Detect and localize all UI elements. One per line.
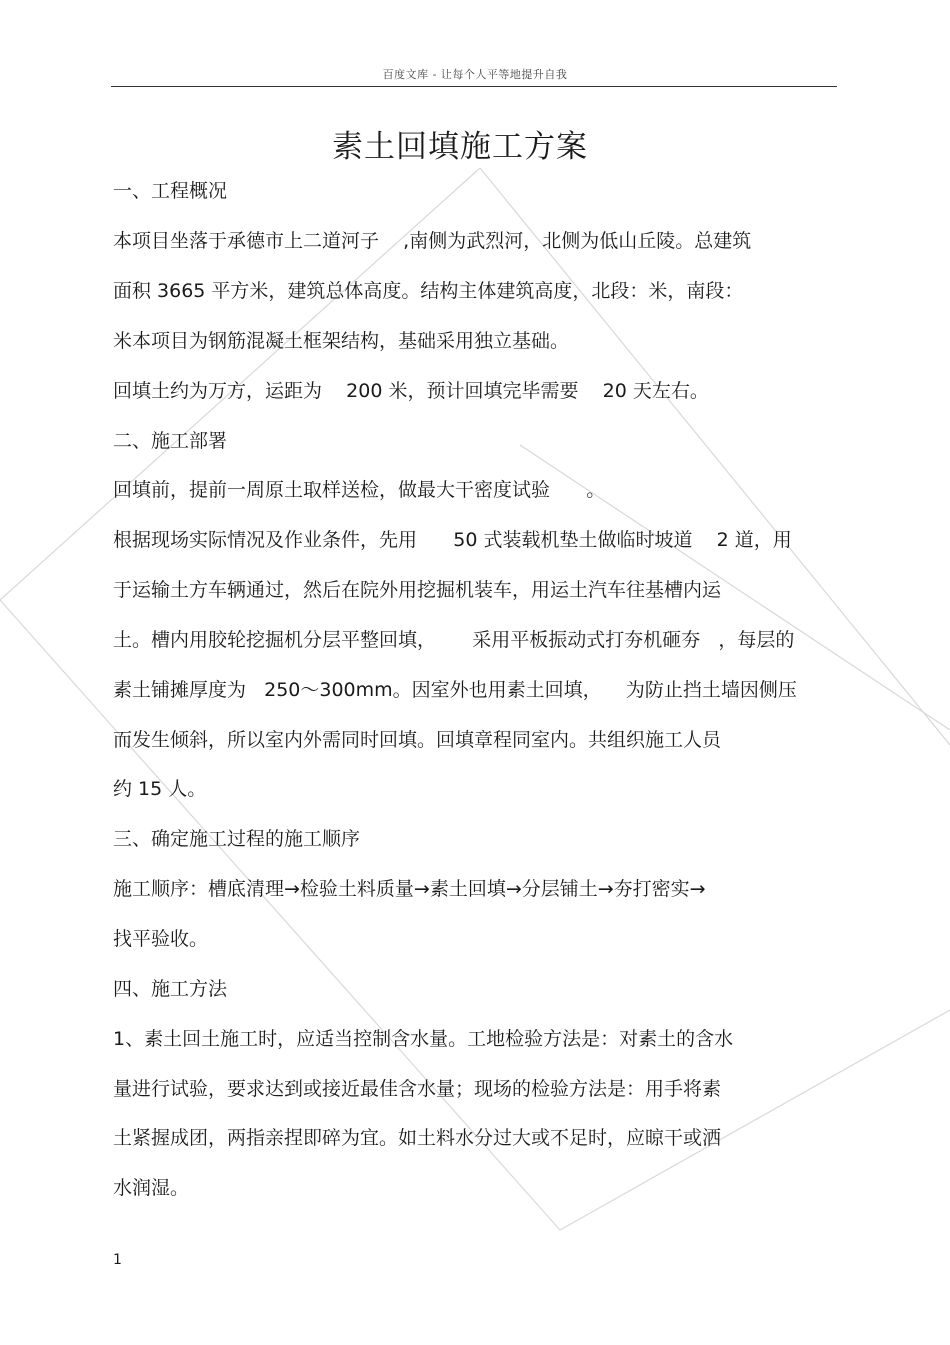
paragraph-line: 约 15 人。 [113,778,207,800]
paragraph-line: 面积 3665 平方米，建筑总体高度。结构主体建筑高度，北段：米，南段： [113,280,744,302]
page-number: 1 [113,1252,122,1268]
paragraph-line: 本项目坐落于承德市上二道河子 ,南侧为武烈河，北侧为低山丘陵。总建筑 [113,230,752,252]
paragraph-line: 量进行试验，要求达到或接近最佳含水量；现场的检验方法是：用手将素 [113,1078,722,1100]
document-title: 素土回填施工方案 [332,129,588,165]
section-heading-2: 二、施工部署 [113,430,228,452]
paragraph-line: 找平验收。 [113,928,209,950]
paragraph-line: 土紧握成团，两指亲捏即碎为宜。如土料水分过大或不足时，应晾干或洒 [113,1127,722,1149]
paragraph-line: 于运输土方车辆通过，然后在院外用挖掘机装车，用运土汽车往基槽内运 [113,579,722,601]
paragraph-line: 1、素土回土施工时，应适当控制含水量。工地检验方法是：对素土的含水 [113,1028,734,1050]
paragraph-line: 土。槽内用胶轮挖掘机分层平整回填， 采用平板振动式打夯机砸夯 ，每层的 [113,629,795,651]
paragraph-line: 施工顺序：槽底清理→检验土料质量→素土回填→分层铺土→夯打密实→ [113,878,706,900]
section-heading-1: 一、工程概况 [113,180,228,202]
paragraph-line: 根据现场实际情况及作业条件，先用 50 式装载机垫土做临时坡道 2 道，用 [113,529,792,551]
header-divider [111,86,837,87]
paragraph-line: 而发生倾斜，所以室内外需同时回填。回填章程同室内。共组织施工人员 [113,729,722,751]
page-header: 百度文库 - 让每个人平等地提升自我 [382,68,568,81]
paragraph-line: 素土铺摊厚度为 250～300mm。因室外也用素土回填， 为防止挡土墙因侧压 [113,679,797,701]
paragraph-line: 米本项目为钢筋混凝土框架结构，基础采用独立基础。 [113,330,570,352]
section-heading-3: 三、确定施工过程的施工顺序 [113,828,361,850]
paragraph-line: 回填前，提前一周原土取样送检，做最大干密度试验 。 [113,479,606,501]
paragraph-line: 回填土约为万方，运距为 200 米，预计回填完毕需要 20 天左右。 [113,380,709,402]
section-heading-4: 四、施工方法 [113,978,228,1000]
paragraph-line: 水润湿。 [113,1177,190,1199]
